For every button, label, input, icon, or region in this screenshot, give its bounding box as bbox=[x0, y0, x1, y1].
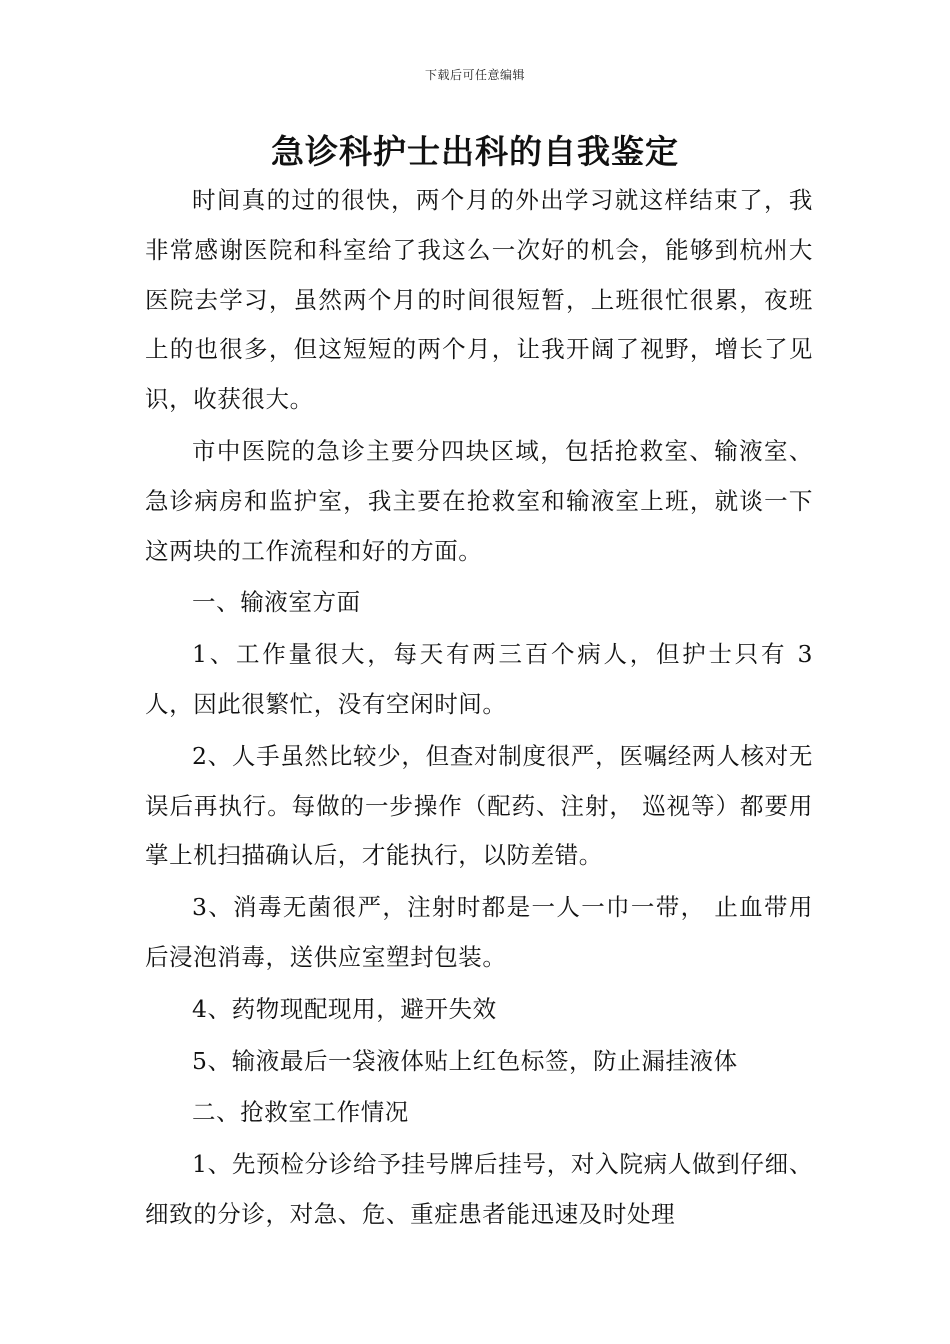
list-item: 2、人手虽然比较少，但查对制度很严，医嘱经两人核对无误后再执行。每做的一步操作（配药、注射， 巡视等）都要用掌上机扫描确认后，才能执行，以防差错。 bbox=[145, 741, 813, 870]
section-heading: 二、抢救室工作情况 bbox=[192, 1098, 409, 1127]
paragraph: 市中医院的急诊主要分四块区域，包括抢救室、输液室、急诊病房和监护室，我主要在抢救室和输液室上班，就谈一下这两块的工作流程和好的方面。 bbox=[145, 436, 813, 565]
list-item: 3、消毒无菌很严，注射时都是一人一巾一带， 止血带用后浸泡消毒，送供应室塑封包装。 bbox=[145, 893, 813, 971]
document-body bbox=[145, 176, 813, 1242]
section-heading: 一、输液室方面 bbox=[192, 588, 361, 617]
list-item: 1、先预检分诊给予挂号牌后挂号，对入院病人做到仔细、细致的分诊，对急、危、重症患者能迅速及时处理 bbox=[145, 1150, 813, 1228]
document-title: 急诊科护士出科的自我鉴定 bbox=[271, 132, 679, 171]
paragraph: 时间真的过的很快，两个月的外出学习就这样结束了，我非常感谢医院和科室给了我这么一次好的机会，能够到杭州大医院去学习，虽然两个月的时间很短暂，上班很忙很累，夜班上的也很多，但这短短的两个月，让我开阔了视野，增长了见识，收获很大。 bbox=[145, 186, 813, 414]
list-item: 1、工作量很大，每天有两三百个病人，但护士只有 3 人，因此很繁忙，没有空闲时间。 bbox=[145, 640, 813, 718]
list-item: 4、药物现配现用，避开失效 bbox=[192, 994, 497, 1023]
list-item: 5、输液最后一袋液体贴上红色标签，防止漏挂液体 bbox=[192, 1046, 738, 1075]
header-note: 下载后可任意编辑 bbox=[424, 68, 525, 82]
